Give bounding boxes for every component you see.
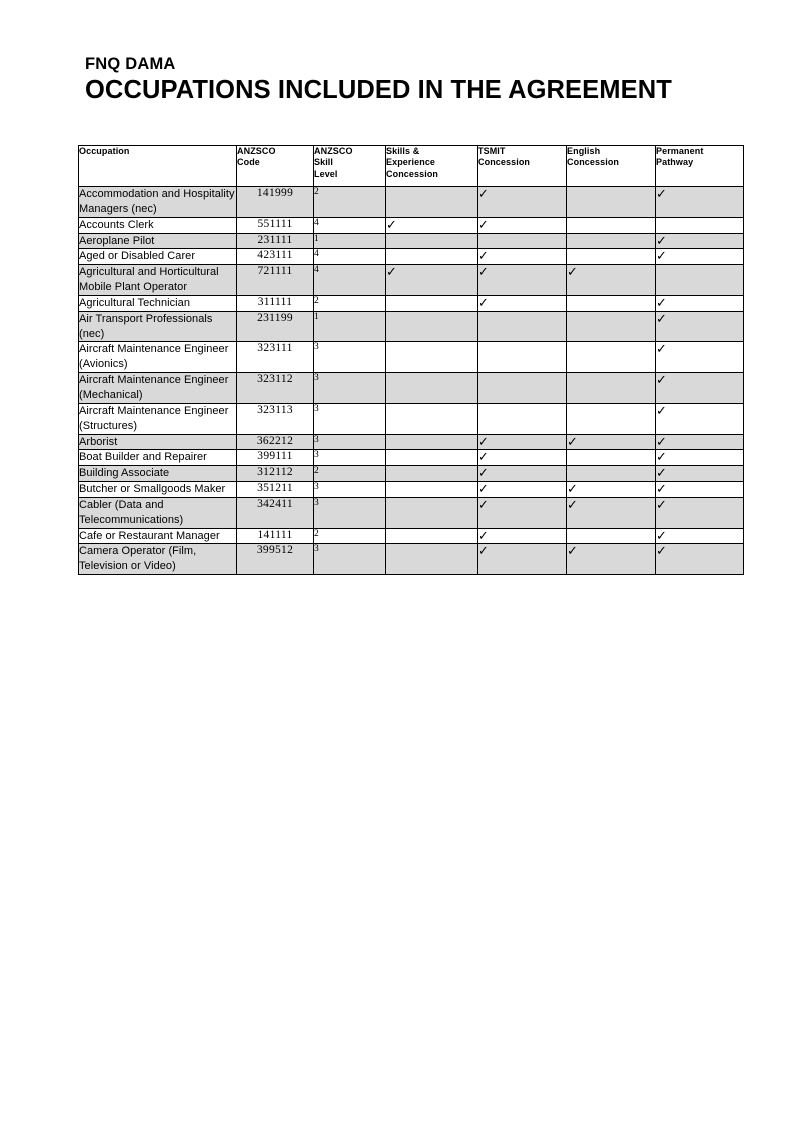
cell-permanent-pathway bbox=[656, 403, 744, 434]
cell-anzsco-skill-level: 2 bbox=[314, 466, 386, 482]
cell-tsmit-concession bbox=[478, 528, 567, 544]
cell-skills-experience-concession bbox=[386, 450, 478, 466]
table-row bbox=[79, 265, 744, 296]
table-row bbox=[79, 466, 744, 482]
cell-skills-experience-concession bbox=[386, 217, 478, 233]
column-header-line: ANZSCO bbox=[237, 146, 276, 156]
cell-anzsco-skill-level: 2 bbox=[314, 528, 386, 544]
cell-occupation: Air Transport Professionals (nec) bbox=[79, 311, 237, 342]
checkmark-permanent-icon: ✓ bbox=[656, 342, 667, 358]
cell-anzsco-skill-level: 2 bbox=[314, 295, 386, 311]
table-row bbox=[79, 544, 744, 575]
cell-english-concession bbox=[567, 497, 656, 528]
cell-tsmit-concession bbox=[478, 342, 567, 373]
checkmark-tsmit-icon: ✓ bbox=[478, 217, 489, 233]
table-row bbox=[79, 311, 744, 342]
cell-english-concession bbox=[567, 482, 656, 498]
cell-occupation: Aircraft Maintenance Engineer (Avionics) bbox=[79, 342, 237, 373]
cell-english-concession bbox=[567, 187, 656, 218]
column-header-line: Experience bbox=[386, 157, 436, 168]
checkmark-english-icon: ✓ bbox=[567, 434, 578, 450]
cell-english-concession bbox=[567, 450, 656, 466]
cell-permanent-pathway bbox=[656, 249, 744, 265]
checkmark-permanent-icon: ✓ bbox=[656, 528, 667, 544]
cell-anzsco-code: 399512 bbox=[237, 544, 314, 575]
cell-skills-experience-concession bbox=[386, 466, 478, 482]
checkmark-english-icon: ✓ bbox=[567, 482, 578, 498]
occupations-table-container bbox=[78, 145, 743, 575]
cell-anzsco-skill-level: 3 bbox=[314, 482, 386, 498]
cell-permanent-pathway bbox=[656, 528, 744, 544]
column-header-line: Level bbox=[314, 168, 338, 179]
checkmark-tsmit-icon: ✓ bbox=[478, 434, 489, 450]
table-row bbox=[79, 403, 744, 434]
cell-tsmit-concession bbox=[478, 466, 567, 482]
column-header-occupation bbox=[79, 146, 237, 187]
cell-anzsco-skill-level: 4 bbox=[314, 217, 386, 233]
cell-permanent-pathway bbox=[656, 187, 744, 218]
checkmark-english-icon: ✓ bbox=[567, 497, 578, 513]
column-header-line: Code bbox=[237, 157, 260, 168]
cell-tsmit-concession bbox=[478, 497, 567, 528]
checkmark-tsmit-icon: ✓ bbox=[478, 249, 489, 265]
cell-permanent-pathway bbox=[656, 295, 744, 311]
checkmark-tsmit-icon: ✓ bbox=[478, 544, 489, 560]
table-header bbox=[79, 146, 744, 187]
cell-occupation: Butcher or Smallgoods Maker bbox=[79, 482, 237, 498]
table-row bbox=[79, 373, 744, 404]
column-header-line: ANZSCO bbox=[314, 146, 353, 156]
cell-occupation: Aged or Disabled Carer bbox=[79, 249, 237, 265]
checkmark-permanent-icon: ✓ bbox=[656, 311, 667, 327]
cell-permanent-pathway bbox=[656, 311, 744, 342]
cell-occupation: Cabler (Data and Telecommunications) bbox=[79, 497, 237, 528]
cell-anzsco-code: 399111 bbox=[237, 450, 314, 466]
checkmark-tsmit-icon: ✓ bbox=[478, 295, 489, 311]
checkmark-skills-icon: ✓ bbox=[386, 265, 397, 281]
checkmark-english-icon: ✓ bbox=[567, 265, 578, 281]
checkmark-permanent-icon: ✓ bbox=[656, 233, 667, 249]
cell-occupation: Aircraft Maintenance Engineer (Structures) bbox=[79, 403, 237, 434]
cell-anzsco-skill-level: 3 bbox=[314, 403, 386, 434]
table-row bbox=[79, 342, 744, 373]
column-header-line: Concession bbox=[478, 157, 531, 168]
checkmark-permanent-icon: ✓ bbox=[656, 373, 667, 389]
cell-anzsco-code: 141111 bbox=[237, 528, 314, 544]
column-header-line: Skills & bbox=[386, 146, 420, 156]
cell-permanent-pathway bbox=[656, 373, 744, 404]
table-row bbox=[79, 187, 744, 218]
cell-anzsco-code: 141999 bbox=[237, 187, 314, 218]
cell-permanent-pathway bbox=[656, 450, 744, 466]
cell-english-concession bbox=[567, 295, 656, 311]
cell-occupation: Camera Operator (Film, Television or Video) bbox=[79, 544, 237, 575]
cell-anzsco-skill-level: 3 bbox=[314, 342, 386, 373]
cell-occupation: Boat Builder and Repairer bbox=[79, 450, 237, 466]
column-header-line: Concession bbox=[386, 168, 439, 179]
cell-tsmit-concession bbox=[478, 265, 567, 296]
document-heading bbox=[85, 55, 725, 104]
cell-skills-experience-concession bbox=[386, 528, 478, 544]
column-header-anzsco-code bbox=[237, 146, 314, 187]
cell-anzsco-skill-level: 3 bbox=[314, 544, 386, 575]
checkmark-permanent-icon: ✓ bbox=[656, 434, 667, 450]
cell-permanent-pathway bbox=[656, 217, 744, 233]
cell-anzsco-skill-level: 4 bbox=[314, 265, 386, 296]
cell-permanent-pathway bbox=[656, 342, 744, 373]
checkmark-tsmit-icon: ✓ bbox=[478, 187, 489, 202]
cell-anzsco-skill-level: 3 bbox=[314, 450, 386, 466]
cell-anzsco-code: 231111 bbox=[237, 233, 314, 249]
table-row bbox=[79, 528, 744, 544]
cell-occupation: Cafe or Restaurant Manager bbox=[79, 528, 237, 544]
cell-tsmit-concession bbox=[478, 249, 567, 265]
cell-anzsco-skill-level: 3 bbox=[314, 373, 386, 404]
cell-skills-experience-concession bbox=[386, 187, 478, 218]
cell-tsmit-concession bbox=[478, 403, 567, 434]
checkmark-permanent-icon: ✓ bbox=[656, 482, 667, 498]
cell-permanent-pathway bbox=[656, 497, 744, 528]
cell-anzsco-code: 551111 bbox=[237, 217, 314, 233]
cell-english-concession bbox=[567, 373, 656, 404]
column-header-skills-experience-concession bbox=[386, 146, 478, 187]
checkmark-permanent-icon: ✓ bbox=[656, 450, 667, 466]
column-header-line: Pathway bbox=[656, 157, 694, 168]
checkmark-tsmit-icon: ✓ bbox=[478, 466, 489, 482]
column-header-line: Concession bbox=[567, 157, 620, 168]
cell-english-concession bbox=[567, 217, 656, 233]
occupations-table bbox=[78, 145, 744, 575]
checkmark-tsmit-icon: ✓ bbox=[478, 450, 489, 466]
table-row bbox=[79, 450, 744, 466]
cell-anzsco-code: 312112 bbox=[237, 466, 314, 482]
cell-anzsco-skill-level: 1 bbox=[314, 311, 386, 342]
cell-skills-experience-concession bbox=[386, 249, 478, 265]
cell-skills-experience-concession bbox=[386, 311, 478, 342]
cell-permanent-pathway bbox=[656, 233, 744, 249]
checkmark-permanent-icon: ✓ bbox=[656, 466, 667, 482]
cell-skills-experience-concession bbox=[386, 265, 478, 296]
cell-skills-experience-concession bbox=[386, 342, 478, 373]
cell-tsmit-concession bbox=[478, 187, 567, 218]
column-header-line: English bbox=[567, 146, 601, 156]
cell-anzsco-code: 351211 bbox=[237, 482, 314, 498]
cell-skills-experience-concession bbox=[386, 403, 478, 434]
cell-skills-experience-concession bbox=[386, 482, 478, 498]
cell-permanent-pathway bbox=[656, 265, 744, 296]
cell-english-concession bbox=[567, 233, 656, 249]
checkmark-english-icon: ✓ bbox=[567, 544, 578, 560]
cell-anzsco-code: 342411 bbox=[237, 497, 314, 528]
cell-permanent-pathway bbox=[656, 434, 744, 450]
cell-english-concession bbox=[567, 265, 656, 296]
cell-anzsco-code: 323113 bbox=[237, 403, 314, 434]
cell-english-concession bbox=[567, 342, 656, 373]
checkmark-tsmit-icon: ✓ bbox=[478, 482, 489, 498]
cell-tsmit-concession bbox=[478, 295, 567, 311]
cell-anzsco-skill-level: 2 bbox=[314, 187, 386, 218]
column-header-english-concession bbox=[567, 146, 656, 187]
checkmark-permanent-icon: ✓ bbox=[656, 497, 667, 513]
table-row bbox=[79, 233, 744, 249]
table-row bbox=[79, 217, 744, 233]
cell-skills-experience-concession bbox=[386, 497, 478, 528]
column-header-tsmit-concession bbox=[478, 146, 567, 187]
cell-skills-experience-concession bbox=[386, 544, 478, 575]
cell-anzsco-code: 323112 bbox=[237, 373, 314, 404]
checkmark-tsmit-icon: ✓ bbox=[478, 497, 489, 513]
cell-english-concession bbox=[567, 528, 656, 544]
table-row bbox=[79, 295, 744, 311]
page-title: OCCUPATIONS INCLUDED IN THE AGREEMENT bbox=[85, 75, 672, 104]
cell-tsmit-concession bbox=[478, 217, 567, 233]
cell-anzsco-skill-level: 3 bbox=[314, 434, 386, 450]
column-header-line: TSMIT bbox=[478, 146, 506, 156]
cell-skills-experience-concession bbox=[386, 434, 478, 450]
checkmark-permanent-icon: ✓ bbox=[656, 295, 667, 311]
cell-occupation: Accounts Clerk bbox=[79, 217, 237, 233]
cell-english-concession bbox=[567, 311, 656, 342]
cell-permanent-pathway bbox=[656, 544, 744, 575]
cell-tsmit-concession bbox=[478, 311, 567, 342]
column-header-anzsco-skill-level bbox=[314, 146, 386, 187]
cell-anzsco-code: 231199 bbox=[237, 311, 314, 342]
cell-tsmit-concession bbox=[478, 373, 567, 404]
cell-anzsco-skill-level: 1 bbox=[314, 233, 386, 249]
cell-occupation: Aircraft Maintenance Engineer (Mechanical) bbox=[79, 373, 237, 404]
checkmark-skills-icon: ✓ bbox=[386, 217, 397, 233]
cell-tsmit-concession bbox=[478, 434, 567, 450]
cell-anzsco-skill-level: 4 bbox=[314, 249, 386, 265]
checkmark-permanent-icon: ✓ bbox=[656, 403, 667, 419]
cell-english-concession bbox=[567, 403, 656, 434]
cell-anzsco-code: 311111 bbox=[237, 295, 314, 311]
cell-occupation: Agricultural and Horticultural Mobile Plant Operator bbox=[79, 265, 237, 296]
cell-tsmit-concession bbox=[478, 544, 567, 575]
cell-skills-experience-concession bbox=[386, 373, 478, 404]
cell-anzsco-code: 721111 bbox=[237, 265, 314, 296]
cell-anzsco-code: 423111 bbox=[237, 249, 314, 265]
cell-tsmit-concession bbox=[478, 450, 567, 466]
cell-permanent-pathway bbox=[656, 466, 744, 482]
cell-tsmit-concession bbox=[478, 233, 567, 249]
cell-anzsco-code: 362212 bbox=[237, 434, 314, 450]
cell-occupation: Aeroplane Pilot bbox=[79, 233, 237, 249]
cell-english-concession bbox=[567, 466, 656, 482]
table-header-row bbox=[79, 146, 744, 187]
column-header-line: Permanent bbox=[656, 146, 704, 156]
checkmark-tsmit-icon: ✓ bbox=[478, 528, 489, 544]
checkmark-permanent-icon: ✓ bbox=[656, 544, 667, 560]
column-header-permanent-pathway bbox=[656, 146, 744, 187]
cell-occupation: Accommodation and Hospitality Managers (nec) bbox=[79, 187, 237, 218]
checkmark-permanent-icon: ✓ bbox=[656, 187, 667, 202]
column-header-line: Skill bbox=[314, 157, 334, 168]
cell-occupation: Arborist bbox=[79, 434, 237, 450]
cell-english-concession bbox=[567, 544, 656, 575]
table-row bbox=[79, 249, 744, 265]
cell-anzsco-skill-level: 3 bbox=[314, 497, 386, 528]
cell-english-concession bbox=[567, 434, 656, 450]
checkmark-tsmit-icon: ✓ bbox=[478, 265, 489, 281]
cell-english-concession bbox=[567, 249, 656, 265]
checkmark-permanent-icon: ✓ bbox=[656, 249, 667, 265]
cell-tsmit-concession bbox=[478, 482, 567, 498]
cell-occupation: Building Associate bbox=[79, 466, 237, 482]
cell-occupation: Agricultural Technician bbox=[79, 295, 237, 311]
table-row bbox=[79, 434, 744, 450]
cell-anzsco-code: 323111 bbox=[237, 342, 314, 373]
table-row bbox=[79, 482, 744, 498]
page-subtitle: FNQ DAMA bbox=[85, 55, 176, 73]
cell-skills-experience-concession bbox=[386, 295, 478, 311]
cell-skills-experience-concession bbox=[386, 233, 478, 249]
column-header-line: Occupation bbox=[79, 146, 130, 156]
cell-permanent-pathway bbox=[656, 482, 744, 498]
table-body bbox=[79, 187, 744, 575]
table-row bbox=[79, 497, 744, 528]
